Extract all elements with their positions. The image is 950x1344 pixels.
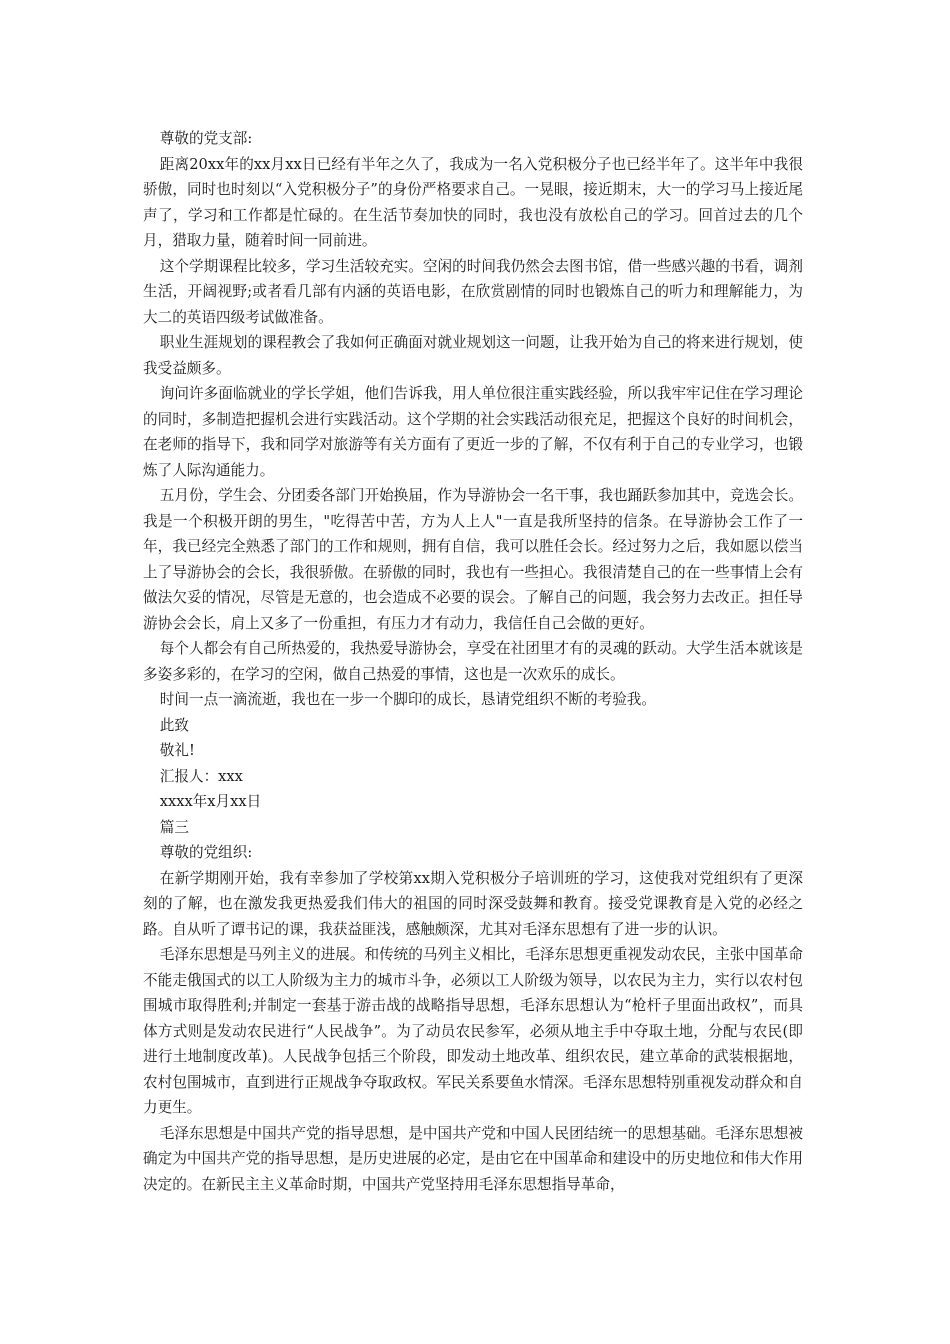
salutation-party-branch: 尊敬的党支部: bbox=[159, 130, 253, 147]
paragraph-1: 距离20xx年的xx月xx日已经有半年之久了，我成为一名入党积极分子也已经半年了。这半年中我很骄傲，同时也时刻以“入党积极分子”的身份严格要求自己。一晃眼，接近期末，大一的学习马上接近尾声了，学习和工作都是忙碌的。在生活节奏加快的同时，我也没有放松自己的学习。回首过去的几个月，猎取力量，随着时间一同前进。 bbox=[143, 155, 803, 249]
paragraph-9: 毛泽东思想是马列主义的进展。和传统的马列主义相比，毛泽东思想更重视发动农民，主张中国革命不能走俄国式的以工人阶级为主力的城市斗争，必须以工人阶级为领导，以农民为主力，实行以农村包围城市取得胜利;并制定一套基于游击战的战略指导思想，毛泽东思想认为“枪杆子里面出政权”，而具体方式则是发动农民进行“人民战争”。为了动员农民参军，必须从地主手中夺取土地，分配与农民(即进行土地制度改革)。人民战争包括三个阶段，即发动土地改革、组织农民，建立革命的武装根据地，农村包围城市，直到进行正规战争夺取政权。军民关系要鱼水情深。毛泽东思想特别重视发动群众和自力更生。 bbox=[143, 946, 803, 1116]
paragraph-10: 毛泽东思想是中国共产党的指导思想，是中国共产党和中国人民团结统一的思想基础。毛泽东思想被确定为中国共产党的指导思想，是历史进展的必定，是由它在中国革命和建设中的历史地位和伟大作用决定的。在新民主主义革命时期，中国共产党坚持用毛泽东思想指导革命， bbox=[143, 1124, 803, 1193]
reporter-line: 汇报人：xxx bbox=[159, 767, 243, 785]
paragraph-4: 询问许多面临就业的学长学姐，他们告诉我，用人单位很注重实践经验，所以我牢牢记住在学习理论的同时，多制造把握机会进行实践活动。这个学期的社会实践活动很充足，把握这个良好的时间机会，在老师的指导下，我和同学对旅游等有关方面有了更近一步的了解，不仅有利于自己的专业学习，也锻炼了人际沟通能力。 bbox=[143, 385, 803, 479]
paragraph-2: 这个学期课程比较多，学习生活较充实。空闲的时间我仍然会去图书馆，借一些感兴趣的书看，调剂生活，开阔视野;或者看几部有内涵的英语电影，在欣赏剧情的同时也锻炼自己的听力和理解能力，为大二的英语四级考试做准备。 bbox=[143, 257, 803, 326]
document-body bbox=[143, 126, 803, 1197]
paragraph-8: 在新学期刚开始，我有幸参加了学校第xx期入党积极分子培训班的学习，这使我对党组织有了更深刻的了解，也在激发我更热爱我们伟大的祖国的同时深受鼓舞和教育。接受党课教育是入党的必经之路。自从听了谭书记的课，我获益匪浅，感触颇深，尤其对毛泽东思想有了进一步的认识。 bbox=[143, 869, 803, 938]
paragraph-7: 时间一点一滴流逝，我也在一步一个脚印的成长，恳请党组织不断的考验我。 bbox=[159, 691, 656, 708]
paragraph-6: 每个人都会有自己所热爱的，我热爱导游协会，享受在社团里才有的灵魂的跃动。大学生活本就该是多姿多彩的，在学习的空闲，做自己热爱的事情，这也是一次欢乐的成长。 bbox=[143, 640, 803, 683]
paragraph-3: 职业生涯规划的课程教会了我如何正确面对就业规划这一问题，让我开始为自己的将来进行规划，使我受益颇多。 bbox=[143, 334, 803, 377]
salutation-party-organization: 尊敬的党组织: bbox=[159, 844, 253, 861]
closing-line-1: 此致 bbox=[159, 716, 189, 734]
date-line: xxxx年x月xx日 bbox=[159, 793, 262, 810]
closing-line-2: 敬礼! bbox=[159, 742, 195, 759]
section-heading: 篇三 bbox=[159, 818, 189, 836]
paragraph-5: 五月份，学生会、分团委各部门开始换届，作为导游协会一名干事，我也踊跃参加其中，竞选会长。我是一个积极开朗的男生，"吃得苦中苦，方为人上人"一直是我所坚持的信条。在导游协会工作了一年，我已经完全熟悉了部门的工作和规则，拥有自信，我可以胜任会长。经过努力之后，我如愿以偿当上了导游协会的会长，我很骄傲。在骄傲的同时，我也有一些担心。我很清楚自己的在一些事情上会有做法欠妥的情况，尽管是无意的，也会造成不必要的误会。了解自己的问题，我会努力去改正。担任导游协会会长，肩上又多了一份重担，有压力才有动力，我信任自己会做的更好。 bbox=[143, 487, 803, 632]
